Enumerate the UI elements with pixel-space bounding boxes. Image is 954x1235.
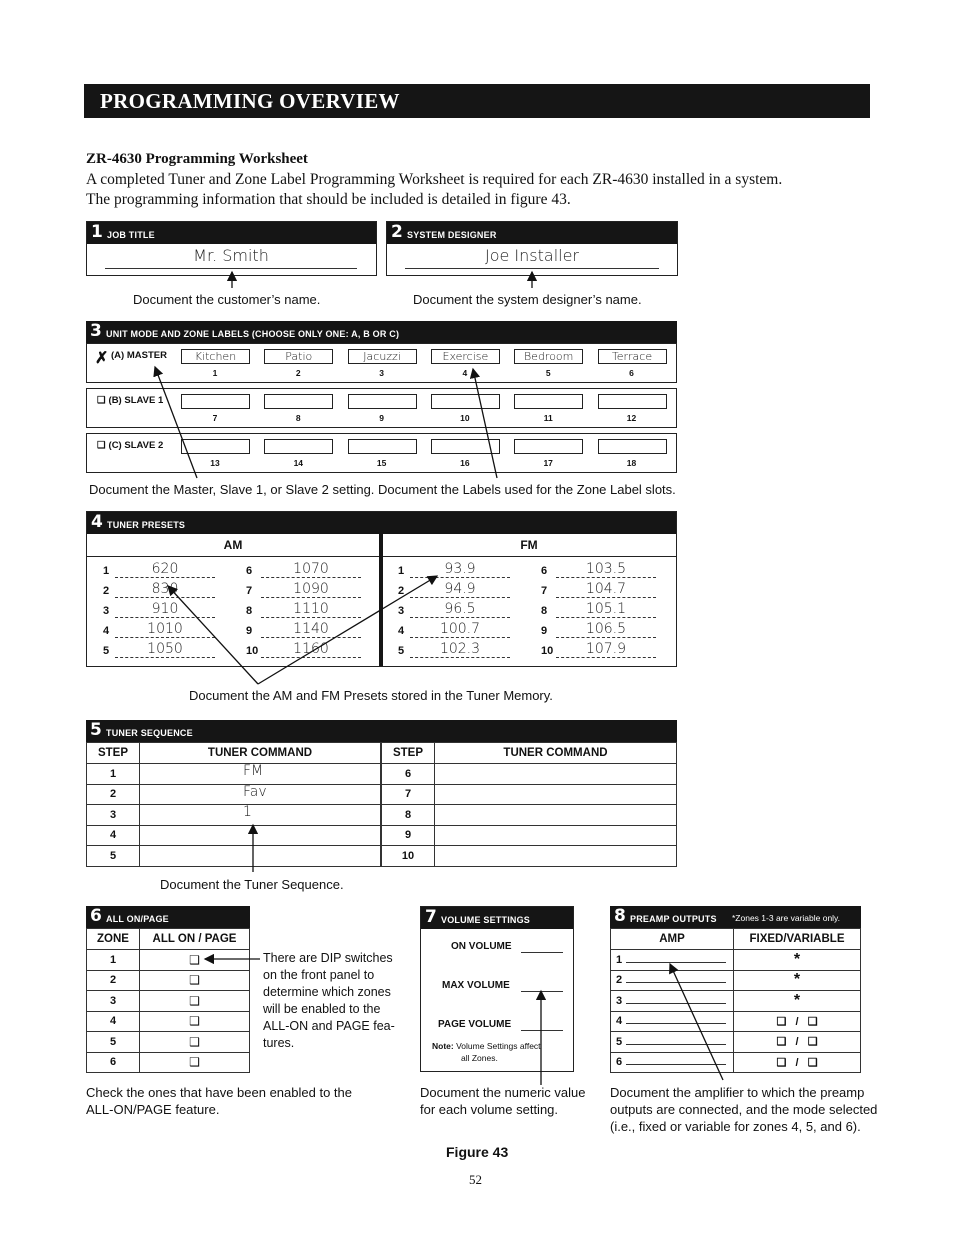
table-row: [382, 825, 677, 846]
table-row: [87, 784, 381, 805]
preamp-outputs-table: [610, 928, 861, 1073]
unit-mode-checkbox[interactable]: ❑: [97, 440, 106, 451]
tuner-command-cell[interactable]: FM: [140, 764, 381, 785]
table-row: [87, 950, 250, 971]
preset-number: 10: [246, 645, 259, 657]
volume-settings-section: [420, 906, 574, 1072]
fixed-variable-cell[interactable]: *: [734, 950, 861, 971]
table-row: [87, 846, 381, 867]
volume-caption-2: for each volume setting.: [420, 1102, 559, 1117]
zone-slot-number: 6: [629, 368, 634, 378]
section-title: VOLUME SETTINGS: [441, 915, 531, 925]
zone-slot-number: 2: [295, 368, 301, 378]
section-title: ALL ON/PAGE: [106, 914, 169, 924]
zone-number: 5: [87, 1032, 140, 1053]
tuner-command-cell[interactable]: [140, 846, 381, 867]
table-row: [611, 1011, 861, 1032]
preamp-outputs-header: [610, 906, 861, 928]
all-on-checkbox[interactable]: ❑: [140, 1032, 250, 1053]
command-column-header: TUNER COMMAND: [435, 743, 677, 764]
amp-field[interactable]: [626, 1044, 726, 1045]
fixed-variable-cell[interactable]: ❑ / ❑: [734, 1032, 861, 1053]
zone-label-slot[interactable]: [598, 394, 667, 409]
zone-label-slot[interactable]: Jacuzzi: [348, 349, 417, 364]
dip-switch-note: [263, 950, 395, 1052]
output-number: 6: [616, 1056, 623, 1069]
designer-name-caption: Document the system designer’s name.: [413, 292, 642, 307]
step-number: 3: [87, 805, 140, 826]
volume-note-line2: all Zones.: [461, 1053, 498, 1063]
step-number: 5: [87, 846, 140, 867]
section-number: 6: [90, 906, 102, 926]
table-row: [87, 1011, 250, 1032]
zone-slot-number: 15: [376, 458, 387, 468]
tuner-command-cell[interactable]: [435, 784, 677, 805]
dip-note-line: will be enabled to the: [263, 1002, 381, 1016]
zone-slot-number: 10: [460, 413, 470, 423]
fixed-variable-cell[interactable]: *: [734, 991, 861, 1012]
am-fm-divider: [379, 534, 383, 666]
dip-note-line: tures.: [263, 1036, 295, 1050]
preset-value[interactable]: 105.1: [556, 601, 656, 618]
section-title: TUNER PRESETS: [107, 520, 186, 530]
max-volume-label: MAX VOLUME: [442, 980, 510, 991]
fm-header: FM: [382, 534, 676, 557]
table-row: [87, 991, 250, 1012]
selected-check-mark: ✗: [95, 350, 109, 367]
volume-note-bold: Note:: [432, 1041, 454, 1051]
zone-slot-number: 3: [379, 368, 384, 378]
preamp-caption-3: (i.e., fixed or variable for zones 4, 5, and 6).: [610, 1119, 861, 1134]
table-row: [87, 970, 250, 991]
amp-cell[interactable]: [611, 1052, 734, 1073]
zone-label-slot[interactable]: [264, 439, 333, 454]
zone-label-row: [86, 388, 677, 428]
amp-field[interactable]: [626, 1064, 726, 1065]
zone-label-slot[interactable]: [348, 394, 417, 409]
step-column-header: STEP: [382, 743, 435, 764]
dip-note-line: ALL-ON and PAGE fea-: [263, 1019, 395, 1033]
all-on-caption-2: ALL-ON/PAGE feature.: [86, 1102, 220, 1117]
zone-label-slot[interactable]: [264, 394, 333, 409]
zone-label-slot[interactable]: [431, 394, 500, 409]
unit-mode-option[interactable]: [95, 350, 167, 367]
step-number: 6: [382, 764, 435, 785]
step-number: 7: [382, 784, 435, 805]
preset-number: 6: [541, 565, 548, 577]
preset-number: 9: [541, 625, 548, 637]
step-number: 9: [382, 825, 435, 846]
preset-number: 5: [103, 645, 110, 657]
amp-cell[interactable]: [611, 950, 734, 971]
preset-number: 2: [398, 585, 405, 597]
dip-note-line: on the front panel to: [263, 968, 375, 982]
job-title-value[interactable]: Mr. Smith: [105, 246, 357, 269]
on-volume-field[interactable]: [521, 952, 563, 953]
amp-cell[interactable]: [611, 1032, 734, 1053]
table-row: [382, 805, 677, 826]
table-row: [611, 970, 861, 991]
volume-caption-1: Document the numeric value: [420, 1085, 586, 1100]
system-designer-section: [386, 221, 678, 276]
presets-caption: Document the AM and FM Presets stored in the Tuner Memory.: [189, 688, 553, 703]
preset-value[interactable]: 620: [115, 561, 215, 578]
zone-label-row: [86, 343, 677, 383]
table-row: [87, 764, 381, 785]
sequence-caption: Document the Tuner Sequence.: [160, 877, 344, 892]
zone-label-slot[interactable]: Exercise: [431, 349, 500, 364]
customer-name-caption: Document the customer’s name.: [133, 292, 321, 307]
preset-number: 3: [103, 605, 110, 617]
zone-number: 3: [87, 991, 140, 1012]
preset-value[interactable]: 1110: [261, 601, 361, 618]
preset-value[interactable]: 100.7: [410, 621, 510, 638]
preamp-note: *Zones 1-3 are variable only.: [732, 913, 841, 923]
zone-slot-number: 14: [293, 458, 304, 468]
preset-number: 4: [398, 625, 405, 637]
tuner-sequence-header: [86, 720, 677, 742]
preset-value[interactable]: 1010: [115, 621, 215, 638]
zone-slot-number: 13: [210, 458, 220, 468]
unit-mode-label: (C) SLAVE 2: [108, 440, 164, 451]
unit-mode-option[interactable]: [97, 395, 163, 406]
zone-label-row: [86, 433, 677, 473]
preset-value[interactable]: 1140: [261, 621, 361, 638]
preset-value[interactable]: 1160: [261, 641, 361, 658]
section-number: 3: [90, 321, 102, 341]
preset-value[interactable]: 102.3: [410, 641, 510, 658]
all-on-checkbox[interactable]: ❑: [140, 950, 250, 971]
preset-value[interactable]: 94.9: [410, 581, 510, 598]
preamp-caption-2: outputs are connected, and the mode selected: [610, 1102, 878, 1117]
zone-slot-number: 12: [626, 413, 637, 423]
preset-number: 3: [398, 605, 405, 617]
preset-number: 10: [541, 645, 554, 657]
section-title: TUNER SEQUENCE: [106, 728, 193, 738]
table-row: [611, 1032, 861, 1053]
section-number: 1: [91, 222, 103, 242]
section-title: PREAMP OUTPUTS: [630, 914, 717, 924]
tuner-sequence-table: [86, 742, 381, 867]
table-row: [87, 805, 381, 826]
dip-note-line: determine which zones: [263, 985, 391, 999]
table-row: [87, 1052, 250, 1073]
zone-labels-caption: Document the Master, Slave 1, or Slave 2 setting. Document the Labels used for the Zone Label slots.: [89, 482, 676, 497]
zone-slot-number: 17: [543, 458, 553, 468]
fixed-variable-cell[interactable]: ❑ / ❑: [734, 1011, 861, 1032]
section-title: SYSTEM DESIGNER: [407, 230, 497, 240]
preset-value[interactable]: 107.9: [556, 641, 656, 658]
output-number: 1: [616, 953, 623, 966]
table-row: [382, 846, 677, 867]
volume-note-text: Volume Settings affect: [456, 1041, 541, 1051]
tuner-command-cell[interactable]: [435, 764, 677, 785]
page-header-bar: [84, 84, 870, 118]
zone-label-slot[interactable]: [348, 439, 417, 454]
amp-column-header: AMP: [611, 929, 734, 950]
all-on-caption-1: Check the ones that have been enabled to the: [86, 1085, 352, 1100]
step-number: 10: [382, 846, 435, 867]
figure-caption: Figure 43: [446, 1144, 509, 1160]
preset-number: 7: [541, 585, 548, 597]
step-number: 4: [87, 825, 140, 846]
section-number: 4: [91, 512, 103, 532]
step-number: 8: [382, 805, 435, 826]
section-title: UNIT MODE AND ZONE LABELS (CHOOSE ONLY ONE: A, B OR C): [106, 329, 400, 339]
page-title: PROGRAMMING OVERVIEW: [100, 89, 400, 113]
preset-value[interactable]: 96.5: [410, 601, 510, 618]
zone-label-slot[interactable]: Kitchen: [181, 349, 250, 364]
max-volume-field[interactable]: [521, 991, 563, 992]
zone-slot-number: 5: [545, 368, 551, 378]
on-volume-label: ON VOLUME: [451, 941, 512, 952]
preset-value[interactable]: 1050: [115, 641, 215, 658]
zone-slot-number: 8: [295, 413, 301, 423]
zone-label-slot[interactable]: [431, 439, 500, 454]
intro-line-2: The programming information that should be included is detailed in figure 43.: [86, 191, 571, 208]
tuner-sequence-table: [381, 742, 677, 867]
preset-number: 6: [246, 565, 253, 577]
preset-number: 1: [398, 565, 405, 577]
preset-number: 9: [246, 625, 253, 637]
zone-slot-number: 11: [543, 413, 553, 423]
zone-number: 1: [87, 950, 140, 971]
zone-label-slot[interactable]: [598, 439, 667, 454]
job-title-section: [86, 221, 377, 276]
dip-note-line: There are DIP switches: [263, 951, 393, 965]
fixed-variable-cell[interactable]: ❑ / ❑: [734, 1052, 861, 1073]
amp-field[interactable]: [626, 1003, 726, 1004]
preset-value[interactable]: 830: [115, 581, 215, 598]
all-on-checkbox[interactable]: ❑: [140, 1011, 250, 1032]
table-row: [382, 784, 677, 805]
section-number: 8: [614, 906, 626, 926]
zone-slot-number: 4: [462, 368, 468, 378]
section-number: 7: [425, 907, 437, 927]
output-number: 4: [616, 1015, 623, 1028]
section-number: 5: [90, 720, 102, 740]
tuner-command-cell[interactable]: Fav: [140, 784, 381, 805]
page-number: 52: [469, 1172, 482, 1187]
zone-number: 6: [87, 1052, 140, 1073]
preset-value[interactable]: 103.5: [556, 561, 656, 578]
preset-number: 1: [103, 565, 110, 577]
command-column-header: TUNER COMMAND: [140, 743, 381, 764]
all-on-checkbox[interactable]: ❑: [140, 991, 250, 1012]
amp-cell[interactable]: [611, 970, 734, 991]
unit-mode-checkbox[interactable]: ❑: [97, 395, 106, 406]
fixed-variable-cell[interactable]: *: [734, 970, 861, 991]
preamp-caption-1: Document the amplifier to which the preamp: [610, 1085, 865, 1100]
preset-value[interactable]: 104.7: [556, 581, 656, 598]
amp-field[interactable]: [626, 1023, 726, 1024]
zone-label-slot[interactable]: [514, 439, 583, 454]
all-on-checkbox[interactable]: ❑: [140, 970, 250, 991]
zone-label-slot[interactable]: Bedroom: [514, 349, 583, 364]
step-column-header: STEP: [87, 743, 140, 764]
intro-line-1: A completed Tuner and Zone Label Programming Worksheet is required for each ZR-4630 installed in a system.: [86, 171, 783, 188]
all-on-page-header: [86, 906, 250, 928]
step-number: 2: [87, 784, 140, 805]
zone-slot-number: 1: [212, 368, 218, 378]
page-volume-field[interactable]: [521, 1030, 563, 1031]
tuner-presets-section: [86, 511, 677, 667]
tuner-command-cell[interactable]: [140, 825, 381, 846]
am-header: AM: [87, 534, 379, 557]
amp-field[interactable]: [626, 982, 726, 983]
table-row: [382, 764, 677, 785]
unit-mode-label: (A) MASTER: [111, 350, 167, 361]
tuner-command-cell[interactable]: [435, 846, 677, 867]
preset-value[interactable]: 93.9: [410, 561, 510, 578]
zone-label-slot[interactable]: Patio: [264, 349, 333, 364]
tuner-command-cell[interactable]: [435, 825, 677, 846]
amp-cell[interactable]: [611, 991, 734, 1012]
preset-number: 8: [541, 605, 548, 617]
table-row: [611, 991, 861, 1012]
worksheet-heading: ZR-4630 Programming Worksheet: [86, 151, 308, 167]
preset-number: 7: [246, 585, 253, 597]
unit-mode-label: (B) SLAVE 1: [108, 395, 164, 406]
table-row: [611, 950, 861, 971]
preset-number: 4: [103, 625, 110, 637]
preset-value[interactable]: 910: [115, 601, 215, 618]
output-number: 3: [616, 994, 623, 1007]
zone-number: 4: [87, 1011, 140, 1032]
zone-label-slot[interactable]: [181, 394, 250, 409]
zone-labels-header: [86, 321, 677, 343]
table-row: [611, 1052, 861, 1073]
page-volume-label: PAGE VOLUME: [438, 1019, 512, 1030]
amp-cell[interactable]: [611, 1011, 734, 1032]
fixed-variable-column-header: FIXED/VARIABLE: [734, 929, 861, 950]
all-on-page-table: [86, 928, 250, 1073]
zone-slot-number: 16: [460, 458, 470, 468]
unit-mode-option[interactable]: [97, 440, 163, 451]
amp-field[interactable]: [626, 962, 726, 963]
zone-slot-number: 9: [379, 413, 384, 423]
preset-number: 8: [246, 605, 253, 617]
zone-label-slot[interactable]: [514, 394, 583, 409]
all-on-column-header: ALL ON / PAGE: [140, 929, 250, 950]
zone-column-header: ZONE: [87, 929, 140, 950]
tuner-command-cell[interactable]: [435, 805, 677, 826]
zone-label-slot[interactable]: Terrace: [598, 349, 667, 364]
zone-label-slot[interactable]: [181, 439, 250, 454]
volume-note: [432, 1041, 541, 1051]
table-row: [87, 1032, 250, 1053]
section-title: JOB TITLE: [107, 230, 155, 240]
zone-slot-number: 7: [212, 413, 218, 423]
preset-number: 2: [103, 585, 110, 597]
zone-slot-number: 18: [626, 458, 637, 468]
preset-number: 5: [398, 645, 405, 657]
section-number: 2: [391, 222, 403, 242]
zone-number: 2: [87, 970, 140, 991]
all-on-checkbox[interactable]: ❑: [140, 1052, 250, 1073]
system-designer-value[interactable]: Joe Installer: [405, 246, 659, 269]
table-row: [87, 825, 381, 846]
preset-value[interactable]: 1070: [261, 561, 361, 578]
output-number: 2: [616, 974, 623, 987]
step-number: 1: [87, 764, 140, 785]
output-number: 5: [616, 1035, 623, 1048]
preset-value[interactable]: 106.5: [556, 621, 656, 638]
tuner-command-cell[interactable]: 1: [140, 805, 381, 826]
preset-value[interactable]: 1090: [261, 581, 361, 598]
